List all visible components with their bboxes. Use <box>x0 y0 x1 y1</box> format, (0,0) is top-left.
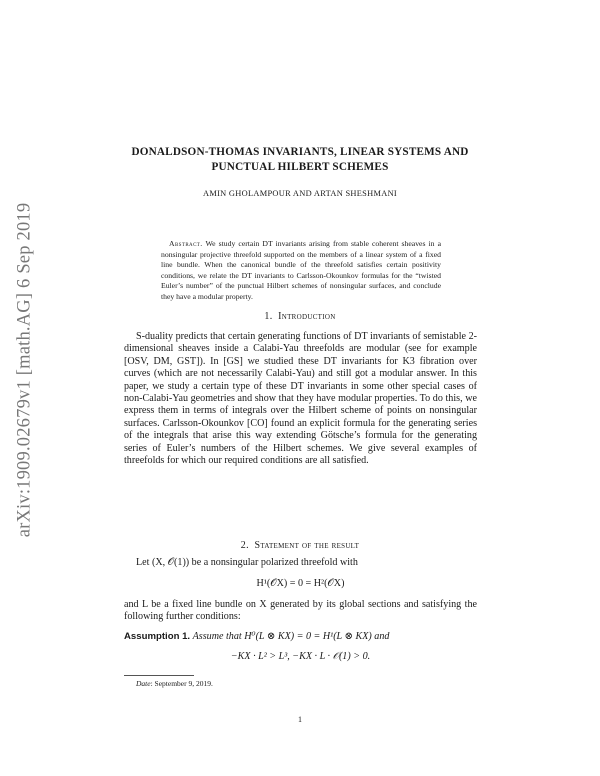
assumption-1 <box>124 631 477 642</box>
section-1-number: 1. <box>264 311 273 322</box>
equation-1: H¹(𝒪X) = 0 = H²(𝒪X) <box>256 578 345 589</box>
authors: AMIN GHOLAMPOUR AND ARTAN SHESHMANI <box>202 189 398 198</box>
assumption-equation: −KX · L² > L³, −KX · L · 𝒪(1) > 0. <box>230 651 371 662</box>
section-2-title: Statement of the result <box>254 540 360 551</box>
paper-title <box>120 145 480 174</box>
intro-paragraph: S-duality predicts that certain generating functions of DT invariants of semistable 2-dimensional sheaves inside a Calabi-Yau threefolds are modular (see for example [OSV, DM, GST]). In [GS] we studied these DT invariants for K3 fibration over curves (which are not necessarily Calabi-Yau) and still got a modular answer. In this paper, we study a certain type of these DT invariants in some other special cases of non-Calabi-Yau geometries and show that they have modular properties. To do this, we express them in terms of integrals over the Hilbert scheme of points on nonsingular surfaces. Carlsson-Okounkov [CO] found an explicit formula for the generating series of the integrals that arise this way extending Götsche’s formula for the generating series of Euler’s numbers of the Hilbert schemes. We give several examples of threefolds for which our required conditions are all satisfied. <box>124 331 477 467</box>
statement-line: Let (X, 𝒪(1)) be a nonsingular polarized threefold with <box>136 557 358 568</box>
footnote-rule <box>124 675 194 676</box>
footnote-label: Date <box>136 679 151 688</box>
abstract-label: Abstract. <box>169 239 203 248</box>
footnote <box>136 679 213 688</box>
footnote-text: : September 9, 2019. <box>150 679 213 688</box>
arxiv-stamp-text: arXiv:1909.02679v1 [math.AG] 6 Sep 2019 <box>14 202 35 538</box>
statement-continuation: and L be a fixed line bundle on X generated by its global sections and satisfying the following further conditions: <box>124 599 477 623</box>
assumption-text: Assume that H⁰(L ⊗ KX) = 0 = H¹(L ⊗ KX) and <box>192 631 390 642</box>
title-line-2: PUNCTUAL HILBERT SCHEMES <box>211 160 389 173</box>
title-line-1: DONALDSON-THOMAS INVARIANTS, LINEAR SYSTEMS AND <box>131 146 469 158</box>
section-1-heading <box>100 311 500 322</box>
assumption-label: Assumption 1. <box>124 631 191 642</box>
abstract-text: We study certain DT invariants arising from stable coherent sheaves in a nonsingular projective threefold supported on the members of a linear system of a fixed line bundle. When the canonical bundle of the threefold satisfies certain positivity conditions, we relate the DT invariants to Carlsson-Okounkov formulas for the “twisted Euler’s number” of the punctual Hilbert schemes of nonsingular surfaces, and conclude they have a modular property. <box>161 239 441 301</box>
section-2-heading <box>100 540 500 551</box>
abstract <box>161 239 441 302</box>
section-1-title: Introduction <box>278 311 336 322</box>
arxiv-stamp <box>6 170 44 570</box>
page-number: 1 <box>298 715 302 724</box>
section-2-number: 2. <box>240 540 249 551</box>
